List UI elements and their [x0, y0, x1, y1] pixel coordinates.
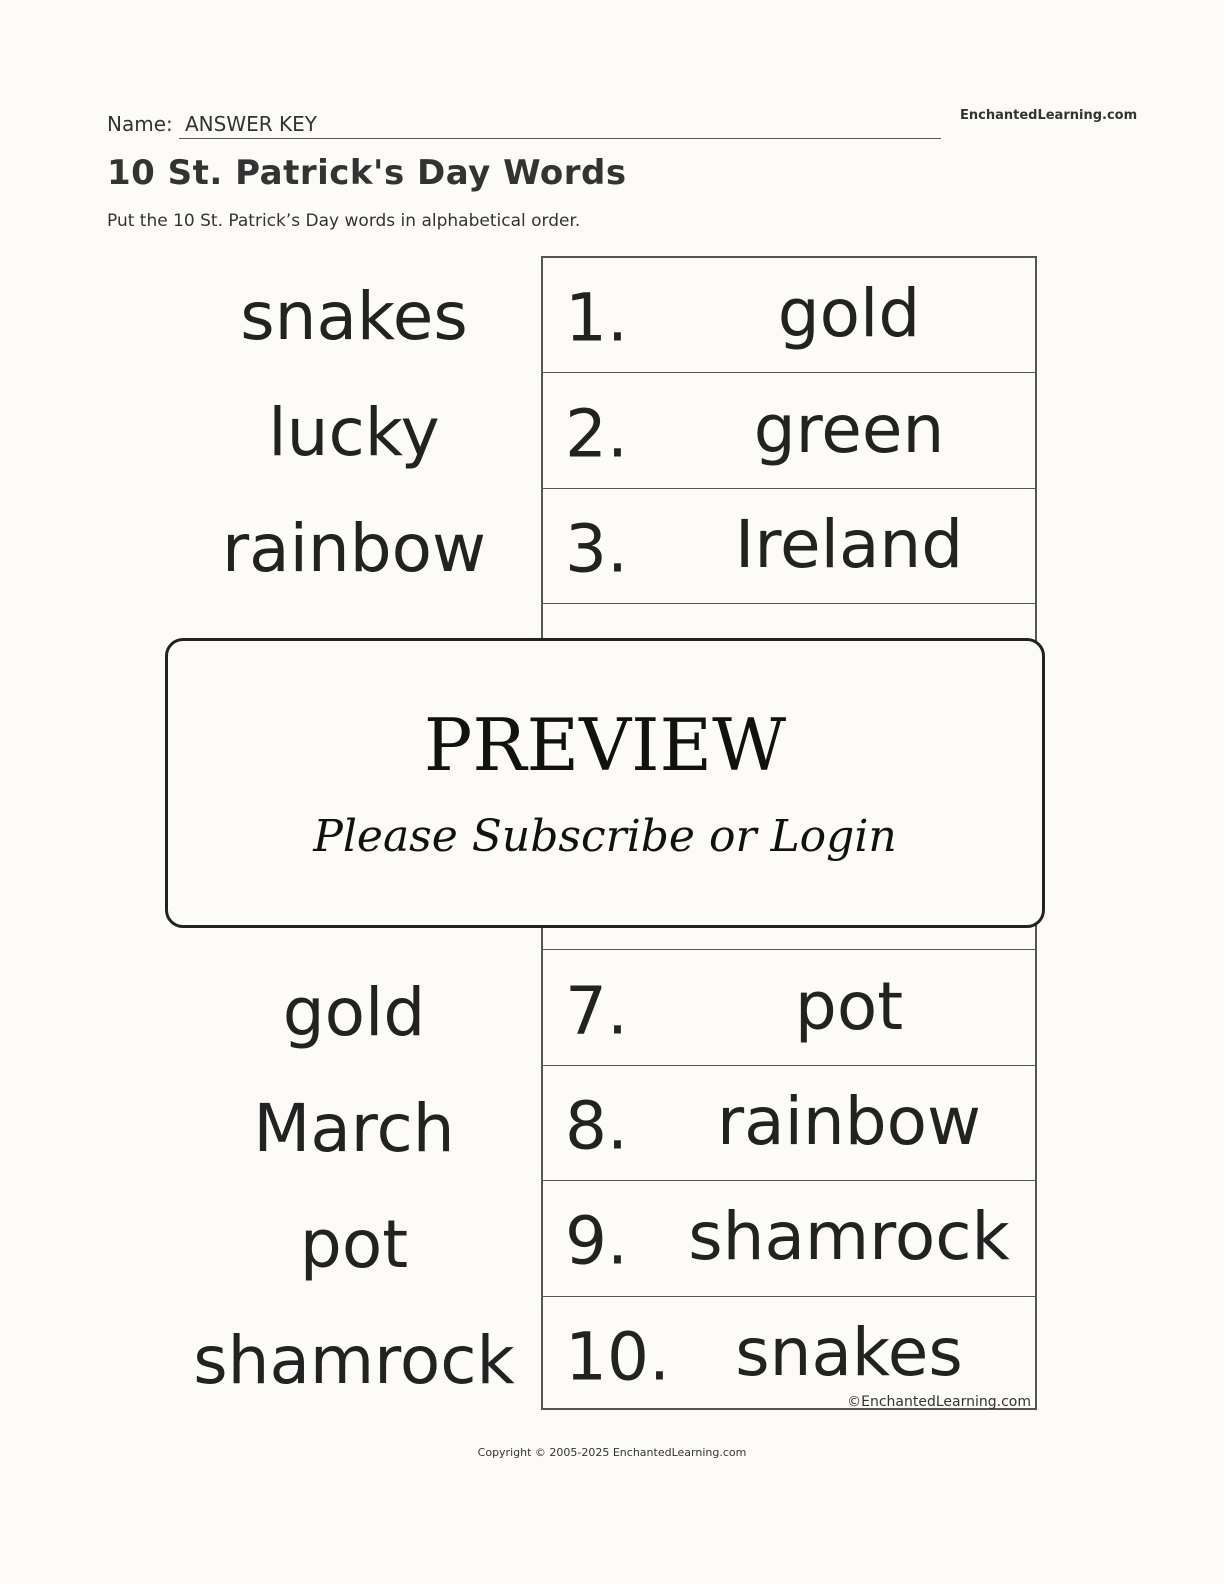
answer-word: gold	[777, 275, 921, 353]
answer-word: Ireland	[734, 505, 964, 583]
answer-row	[543, 373, 1035, 488]
word-list-item: lucky	[268, 393, 440, 471]
answer-row	[543, 1297, 1035, 1412]
answer-number: 3.	[565, 510, 628, 588]
name-label: Name:	[107, 112, 173, 136]
word-list-item: March	[253, 1089, 455, 1167]
answer-row	[543, 1181, 1035, 1296]
page-title: 10 St. Patrick's Day Words	[107, 153, 627, 193]
name-field	[179, 108, 941, 139]
copyright-footer: Copyright © 2005-2025 EnchantedLearning.com	[477, 1446, 747, 1459]
answer-row	[543, 950, 1035, 1065]
answer-word: green	[753, 390, 945, 468]
answer-word: pot	[794, 967, 904, 1045]
answer-word: shamrock	[688, 1198, 1010, 1276]
answer-number: 8.	[565, 1087, 628, 1165]
name-value: ANSWER KEY	[185, 112, 317, 136]
answer-word: rainbow	[717, 1082, 981, 1160]
answer-number: 2.	[565, 395, 628, 473]
answer-word: snakes	[735, 1314, 963, 1392]
answer-number: 10.	[565, 1318, 670, 1396]
word-list-item: shamrock	[193, 1321, 515, 1399]
subscribe-login-prompt[interactable]: Please Subscribe or Login	[313, 811, 897, 862]
answer-number: 9.	[565, 1202, 628, 1280]
answer-number: 7.	[565, 972, 628, 1050]
preview-title: PREVIEW	[423, 703, 787, 787]
preview-overlay[interactable]	[165, 638, 1045, 928]
instructions: Put the 10 St. Patrick’s Day words in alphabetical order.	[107, 211, 581, 231]
answer-row	[543, 258, 1035, 373]
word-list-item: rainbow	[222, 509, 486, 587]
answer-row	[543, 1066, 1035, 1181]
answer-number: 1.	[565, 279, 628, 357]
site-tag: EnchantedLearning.com	[960, 108, 1138, 123]
answer-row	[543, 489, 1035, 604]
table-credit: ©EnchantedLearning.com	[847, 1393, 1031, 1410]
word-list-item: snakes	[240, 277, 468, 355]
word-list-item: gold	[282, 973, 426, 1051]
word-list-item: pot	[299, 1205, 409, 1283]
name-row	[107, 108, 942, 140]
